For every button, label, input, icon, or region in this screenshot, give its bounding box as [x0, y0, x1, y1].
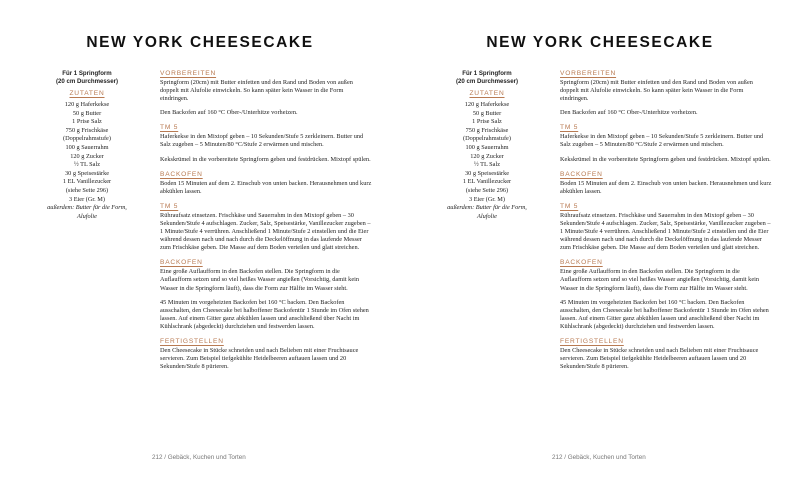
page-footer: 212 / Gebäck, Kuchen und Torten: [552, 454, 646, 461]
step-block-oven-base: [160, 171, 372, 196]
ingredient: 1 Prise Salz: [72, 118, 102, 126]
ingredient: 750 g Frischkäse: [465, 126, 509, 134]
yield-line-1: Für 1 Springform: [62, 70, 112, 77]
ingredient: 100 g Sauerrahm: [465, 143, 509, 151]
ingredient: (siehe Seite 296): [65, 186, 109, 194]
step-block-tm5-filling: [160, 203, 372, 252]
step-text: Kekskrümel in die vorbereitete Springform geben und festdrücken. Mixtopf spülen.: [560, 155, 771, 163]
step-title: VORBEREITEN: [560, 70, 617, 77]
ingredient: 3 Eier (Gr. M): [68, 195, 106, 203]
step-title: TM 5: [560, 202, 579, 210]
step-block-oven-bake: [160, 259, 372, 331]
ingredient: 1 EL Vanillezucker: [62, 178, 112, 186]
step-text: Den Backofen auf 160 °C Ober-/Unterhitze vorheizen.: [160, 109, 298, 117]
step-block-prepare: [160, 70, 372, 117]
steps-column: [160, 70, 372, 378]
ingredient: 3 Eier (Gr. M): [468, 195, 506, 203]
step-block-oven-bake: [560, 259, 772, 331]
step-title: BACKOFEN: [160, 259, 203, 267]
ingredient: (Doppelrahmstufe): [63, 135, 111, 143]
yield-line-1: Für 1 Springform: [462, 70, 512, 77]
step-block-oven-base: [560, 171, 772, 196]
ingredient: ½ TL Salz: [473, 161, 501, 169]
step-text: Boden 15 Minuten auf dem 2. Einschub von unten backen. Herausnehmen und kurz abkühlen lassen.: [160, 179, 372, 195]
step-block-tm5-base: [160, 124, 372, 163]
step-text: Kekskrümel in die vorbereitete Springform geben und festdrücken. Mixtopf spülen.: [160, 155, 371, 163]
step-block-finish: [560, 338, 772, 371]
step-text: Boden 15 Minuten auf dem 2. Einschub von unten backen. Herausnehmen und kurz abkühlen lassen.: [560, 179, 772, 195]
ingredient: (siehe Seite 296): [465, 186, 509, 194]
ingredient: 50 g Butter: [472, 109, 502, 117]
step-text: 45 Minuten im vorgeheizten Backofen bei 160 °C backen. Den Backofen ausschalten, den Cheesecake bei halboffener Backofentür 1 Stunde im Ofen stehen lassen. Auf einem Gitter ganz abkühlen lassen und anschließend über Nacht im Kühlschrank (abgedeckt) durchziehen und festwerden lassen.: [560, 298, 769, 330]
step-block-prepare: [560, 70, 772, 117]
step-title: BACKOFEN: [560, 170, 603, 178]
step-text: Haferkekse in den Mixtopf geben – 10 Sekunden/Stufe 5 zerkleinern. Butter und Salz zugeben – 5 Minuten/80 °C/Stufe 2 erwärmen und mischen.: [160, 133, 364, 149]
ingredient: 120 g Zucker: [70, 152, 104, 160]
step-title: BACKOFEN: [560, 259, 603, 267]
step-block-tm5-filling: [560, 203, 772, 252]
ingredient: 1 EL Vanillezucker: [462, 178, 512, 186]
step-title: BACKOFEN: [160, 170, 203, 178]
ingredient: 50 g Butter: [72, 109, 102, 117]
step-text: Springform (20cm) mit Butter einfetten und den Rand und Boden von außen doppelt mit Alufolie einwickeln. So kann später kein Wasser in die Form eindringen.: [160, 79, 353, 103]
page-footer: 212 / Gebäck, Kuchen und Torten: [152, 454, 246, 461]
step-text: Den Cheesecake in Stücke schneiden und nach Belieben mit einer Fruchtsauce servieren. Zum Beispiel tiefgekühlte Heidelbeeren auftauen lassen und 20 Sekunden/Stufe 8 pürieren.: [560, 346, 759, 371]
step-text: Haferkekse in den Mixtopf geben – 10 Sekunden/Stufe 5 zerkleinern. Butter und Salz zugeben – 5 Minuten/80 °C/Stufe 2 erwärmen und mischen.: [560, 133, 764, 149]
step-block-tm5-base: [560, 124, 772, 163]
step-title: TM 5: [160, 124, 179, 132]
steps-column: [560, 70, 772, 378]
ingredient: 120 g Zucker: [470, 152, 504, 160]
step-title: VORBEREITEN: [160, 70, 217, 77]
ingredient: ½ TL Salz: [73, 161, 101, 169]
step-text: 45 Minuten im vorgeheizten Backofen bei 160 °C backen. Den Backofen ausschalten, den Cheesecake bei halboffener Backofentür 1 Stunde im Ofen stehen lassen. Auf einem Gitter ganz abkühlen lassen und anschließend über Nacht im Kühlschrank (abgedeckt) durchziehen und festwerden lassen.: [160, 298, 369, 330]
step-title: TM 5: [160, 202, 179, 210]
ingredients-column: [444, 70, 530, 221]
recipe-title: NEW YORK CHEESECAKE: [486, 34, 714, 51]
step-text: Rühraufsatz einsetzen. Frischkäse und Sauerrahm in den Mixtopf geben – 30 Sekunden/Stufe 4 aufschlagen. Zucker, Salz, Speisestärke, Vanillezucker zugeben – 1 Minute/Stufe 4 verrühren. Anschließend 1 Minute/Stufe 2 einstellen und die Eier während dessen nach und nach durch die Deckelöffnung in das laufende Messer zum Frischkäse geben. Die Masse auf dem Boden verteilen und glatt streichen.: [160, 211, 371, 252]
ingredients-column: [44, 70, 130, 221]
ingredient: 120 g Haferkekse: [64, 101, 110, 108]
ingredients-header: ZUTATEN: [469, 90, 505, 97]
step-text: Den Cheesecake in Stücke schneiden und nach Belieben mit einer Fruchtsauce servieren. Zum Beispiel tiefgekühlte Heidelbeeren auftauen lassen und 20 Sekunden/Stufe 8 pürieren.: [160, 346, 359, 371]
ingredient: (Doppelrahmstufe): [463, 135, 511, 143]
ingredient: 30 g Speisestärke: [64, 169, 110, 177]
step-text: Eine große Auflaufform in den Backofen stellen. Die Springform in die Auflaufform setzen und so viel heißes Wasser angießen (Vorsichtig, damit kein Wasser in die Springform läuft), dass die Form zur Hälfte im Wasser steht.: [160, 268, 360, 292]
ingredient: 750 g Frischkäse: [65, 126, 109, 134]
ingredient: 100 g Sauerrahm: [65, 143, 109, 151]
step-title: FERTIGSTELLEN: [160, 337, 224, 345]
ingredient-extra: außerdem: Butter für die Form, Alufolie: [47, 204, 127, 220]
ingredient: 30 g Speisestärke: [464, 169, 510, 177]
step-title: TM 5: [560, 124, 579, 132]
step-text: Rühraufsatz einsetzen. Frischkäse und Sauerrahm in den Mixtopf geben – 30 Sekunden/Stufe 4 aufschlagen. Zucker, Salz, Speisestärke, Vanillezucker zugeben – 1 Minute/Stufe 4 verrühren. Anschließend 1 Minute/Stufe 2 einstellen und die Eier während dessen nach und nach durch die Deckelöffnung in das laufende Messer zum Frischkäse geben. Die Masse auf dem Boden verteilen und glatt streichen.: [560, 211, 771, 252]
ingredient: 1 Prise Salz: [472, 118, 502, 126]
ingredient-extra: außerdem: Butter für die Form, Alufolie: [447, 204, 527, 220]
ingredient: 120 g Haferkekse: [464, 101, 510, 108]
ingredients-header: ZUTATEN: [69, 90, 105, 97]
yield-line-2: (20 cm Durchmesser): [56, 78, 118, 85]
step-text: Den Backofen auf 160 °C Ober-/Unterhitze vorheizen.: [560, 109, 698, 117]
step-text: Springform (20cm) mit Butter einfetten und den Rand und Boden von außen doppelt mit Alufolie einwickeln. So kann später kein Wasser in die Form eindringen.: [560, 79, 753, 103]
step-text: Eine große Auflaufform in den Backofen stellen. Die Springform in die Auflaufform setzen und so viel heißes Wasser angießen (Vorsichtig, damit kein Wasser in die Springform läuft), dass die Form zur Hälfte im Wasser steht.: [560, 268, 760, 292]
recipe-title: NEW YORK CHEESECAKE: [86, 34, 314, 51]
yield-line-2: (20 cm Durchmesser): [456, 78, 518, 85]
right-page: [400, 0, 800, 477]
step-title: FERTIGSTELLEN: [560, 337, 624, 345]
step-block-finish: [160, 338, 372, 371]
